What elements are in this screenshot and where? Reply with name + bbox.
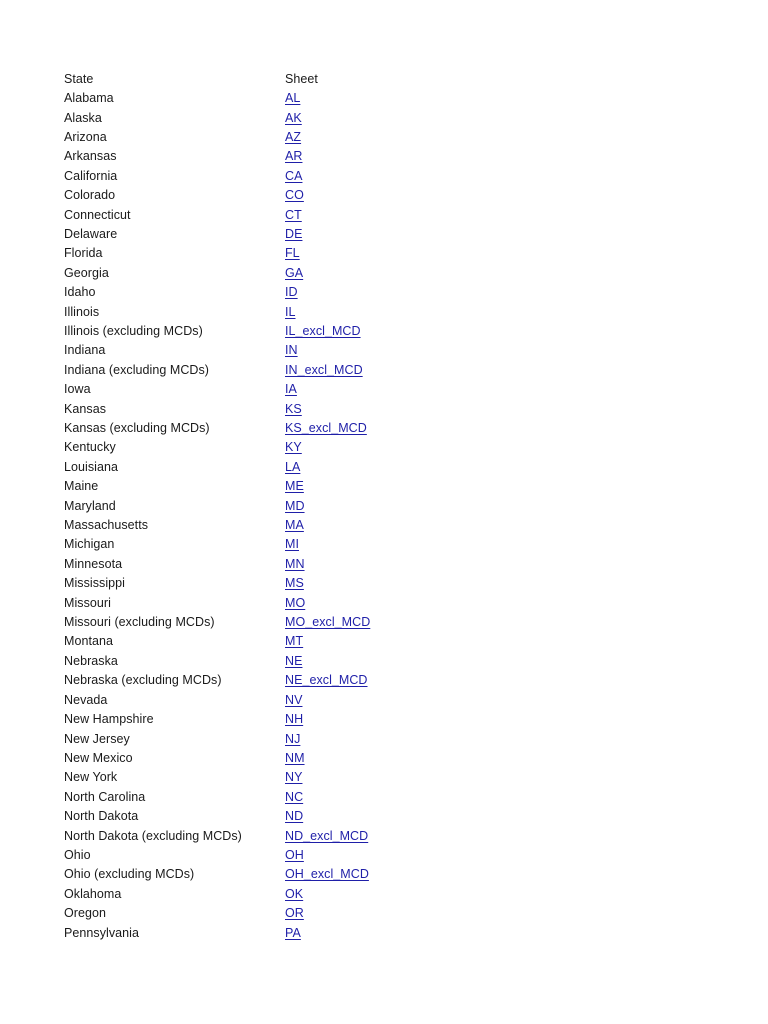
table-row	[64, 826, 484, 845]
table-row	[64, 302, 484, 321]
sheet-cell	[285, 188, 484, 202]
table-row	[64, 477, 484, 496]
state-name: Arkansas	[64, 149, 117, 164]
sheet-cell	[285, 615, 484, 629]
sheet-link[interactable]: DE	[285, 226, 303, 241]
sheet-link[interactable]: OR	[285, 906, 304, 921]
sheet-cell	[285, 111, 484, 125]
sheet-cell	[285, 790, 484, 804]
table-row	[64, 282, 484, 301]
sheet-cell	[285, 829, 484, 843]
sheet-link[interactable]: IN	[285, 343, 298, 358]
table-row	[64, 380, 484, 399]
sheet-cell	[285, 576, 484, 590]
sheet-cell	[285, 848, 484, 862]
table-row	[64, 263, 484, 282]
sheet-link[interactable]: MO	[285, 595, 306, 610]
table-row	[64, 748, 484, 767]
sheet-link[interactable]: KS	[285, 401, 302, 416]
sheet-cell	[285, 537, 484, 551]
sheet-link[interactable]: CT	[285, 207, 302, 222]
table-row	[64, 651, 484, 670]
sheet-cell	[285, 654, 484, 668]
state-name: Delaware	[64, 226, 118, 241]
state-name: Illinois	[64, 304, 100, 319]
sheet-link[interactable]: MS	[285, 576, 304, 591]
state-name: North Dakota	[64, 809, 139, 824]
sheet-link[interactable]: IL_excl_MCD	[285, 323, 361, 338]
state-name: California	[64, 168, 118, 183]
table-row	[64, 341, 484, 360]
sheet-link[interactable]: PA	[285, 925, 301, 940]
sheet-cell	[285, 324, 484, 338]
table-row	[64, 593, 484, 612]
sheet-cell	[285, 402, 484, 416]
sheet-cell	[285, 518, 484, 532]
sheet-link[interactable]: MN	[285, 556, 305, 571]
sheet-cell	[285, 906, 484, 920]
state-column-header: State	[64, 71, 94, 86]
state-name: Kansas	[64, 401, 106, 416]
sheet-link[interactable]: IL	[285, 304, 296, 319]
sheet-link[interactable]: NJ	[285, 731, 301, 746]
state-name: Florida	[64, 246, 103, 261]
sheet-cell	[285, 712, 484, 726]
table-row	[64, 515, 484, 534]
table-row	[64, 806, 484, 825]
sheet-link[interactable]: AZ	[285, 129, 302, 144]
table-row	[64, 244, 484, 263]
sheet-cell	[285, 673, 484, 687]
sheet-cell	[285, 479, 484, 493]
table-row	[64, 787, 484, 806]
sheet-cell	[285, 809, 484, 823]
table-row	[64, 690, 484, 709]
table-row	[64, 399, 484, 418]
sheet-link[interactable]: CO	[285, 188, 304, 203]
sheet-link[interactable]: NV	[285, 692, 303, 707]
sheet-cell	[285, 130, 484, 144]
table-row	[64, 729, 484, 748]
table-row	[64, 845, 484, 864]
sheet-link[interactable]: AR	[285, 149, 303, 164]
sheet-cell	[285, 887, 484, 901]
sheet-link[interactable]: GA	[285, 265, 304, 280]
state-name: Maryland	[64, 498, 116, 513]
table-row	[64, 438, 484, 457]
table-row	[64, 166, 484, 185]
state-name: New Hampshire	[64, 712, 154, 727]
state-name: Alaska	[64, 110, 102, 125]
state-name: Ohio (excluding MCDs)	[64, 867, 195, 882]
table-row	[64, 768, 484, 787]
table-row	[64, 574, 484, 593]
sheet-cell	[285, 499, 484, 513]
state-name: North Dakota (excluding MCDs)	[64, 828, 242, 843]
table-row	[64, 321, 484, 340]
state-name: Iowa	[64, 382, 91, 397]
table-row	[64, 205, 484, 224]
state-sheet-table	[64, 69, 484, 942]
sheet-cell	[285, 596, 484, 610]
sheet-cell	[285, 227, 484, 241]
sheet-link[interactable]: IA	[285, 382, 297, 397]
state-name: New York	[64, 770, 118, 785]
table-row	[64, 418, 484, 437]
sheet-link[interactable]: CA	[285, 168, 303, 183]
sheet-link[interactable]: OH	[285, 847, 304, 862]
sheet-link[interactable]: KS_excl_MCD	[285, 421, 367, 436]
state-name: Mississippi	[64, 576, 125, 591]
sheet-cell	[285, 557, 484, 571]
sheet-link[interactable]: MO_excl_MCD	[285, 615, 371, 630]
state-name: Kentucky	[64, 440, 116, 455]
table-row	[64, 496, 484, 515]
state-name: Massachusetts	[64, 518, 149, 533]
state-name: Montana	[64, 634, 113, 649]
table-row	[64, 865, 484, 884]
state-name: Missouri (excluding MCDs)	[64, 615, 215, 630]
table-row	[64, 185, 484, 204]
table-row	[64, 709, 484, 728]
sheet-cell	[285, 770, 484, 784]
sheet-cell	[285, 440, 484, 454]
sheet-link[interactable]: ID	[285, 285, 298, 300]
sheet-cell	[285, 169, 484, 183]
state-name: Oklahoma	[64, 886, 122, 901]
sheet-cell	[285, 208, 484, 222]
sheet-link[interactable]: IN_excl_MCD	[285, 362, 363, 377]
table-row	[64, 224, 484, 243]
sheet-link[interactable]: MD	[285, 498, 305, 513]
sheet-cell	[285, 343, 484, 357]
sheet-cell	[285, 460, 484, 474]
sheet-cell	[285, 693, 484, 707]
sheet-cell	[285, 732, 484, 746]
sheet-link[interactable]: OK	[285, 886, 304, 901]
state-name: Nebraska (excluding MCDs)	[64, 673, 222, 688]
state-name: Georgia	[64, 265, 109, 280]
table-row	[64, 884, 484, 903]
sheet-link[interactable]: MI	[285, 537, 299, 552]
table-row	[64, 147, 484, 166]
sheet-link[interactable]: MT	[285, 634, 304, 649]
state-name: Indiana	[64, 343, 106, 358]
sheet-link[interactable]: OH_excl_MCD	[285, 867, 369, 882]
sheet-link[interactable]: ND_excl_MCD	[285, 828, 369, 843]
table-row	[64, 554, 484, 573]
sheet-cell	[285, 363, 484, 377]
state-name: Ohio	[64, 847, 91, 862]
state-name: Oregon	[64, 906, 106, 921]
table-row	[64, 671, 484, 690]
state-name: Michigan	[64, 537, 115, 552]
sheet-link[interactable]: NY	[285, 770, 303, 785]
sheet-cell	[285, 421, 484, 435]
sheet-link[interactable]: AL	[285, 91, 301, 106]
table-row	[64, 903, 484, 922]
sheet-link[interactable]: MA	[285, 518, 304, 533]
state-name: Kansas (excluding MCDs)	[64, 421, 210, 436]
state-name: New Mexico	[64, 750, 133, 765]
sheet-cell	[285, 246, 484, 260]
table-row	[64, 88, 484, 107]
state-name: Maine	[64, 479, 99, 494]
table-row	[64, 632, 484, 651]
table-body	[64, 88, 484, 942]
sheet-cell	[285, 91, 484, 105]
state-name: Minnesota	[64, 556, 123, 571]
sheet-link[interactable]: NE_excl_MCD	[285, 673, 368, 688]
sheet-cell	[285, 751, 484, 765]
sheet-cell	[285, 305, 484, 319]
sheet-link[interactable]: NM	[285, 750, 305, 765]
sheet-link[interactable]: LA	[285, 459, 301, 474]
state-name: Illinois (excluding MCDs)	[64, 323, 203, 338]
table-row	[64, 535, 484, 554]
table-row	[64, 108, 484, 127]
sheet-cell	[285, 149, 484, 163]
state-name: North Carolina	[64, 789, 146, 804]
sheet-link[interactable]: NE	[285, 653, 303, 668]
table-header-row	[64, 69, 484, 88]
state-name: Pennsylvania	[64, 925, 139, 940]
sheet-cell	[285, 285, 484, 299]
state-name: Nevada	[64, 692, 108, 707]
sheet-cell	[285, 266, 484, 280]
state-name: Missouri	[64, 595, 111, 610]
sheet-cell	[285, 634, 484, 648]
state-name: Indiana (excluding MCDs)	[64, 362, 210, 377]
sheet-cell	[285, 926, 484, 940]
sheet-cell	[285, 382, 484, 396]
table-row	[64, 360, 484, 379]
sheet-link[interactable]: ND	[285, 809, 304, 824]
state-name: Louisiana	[64, 459, 118, 474]
table-row	[64, 457, 484, 476]
sheet-link[interactable]: KY	[285, 440, 302, 455]
sheet-column-header: Sheet	[285, 71, 318, 86]
state-name: Colorado	[64, 188, 116, 203]
state-name: Arizona	[64, 129, 107, 144]
sheet-link[interactable]: FL	[285, 246, 300, 261]
state-name: Idaho	[64, 285, 96, 300]
table-row	[64, 127, 484, 146]
state-name: Alabama	[64, 91, 114, 106]
sheet-link[interactable]: NC	[285, 789, 304, 804]
sheet-link[interactable]: AK	[285, 110, 302, 125]
state-name: New Jersey	[64, 731, 130, 746]
table-row	[64, 612, 484, 631]
state-name: Nebraska	[64, 653, 118, 668]
sheet-link[interactable]: ME	[285, 479, 304, 494]
sheet-cell	[285, 867, 484, 881]
table-row	[64, 923, 484, 942]
sheet-link[interactable]: NH	[285, 712, 304, 727]
state-name: Connecticut	[64, 207, 131, 222]
